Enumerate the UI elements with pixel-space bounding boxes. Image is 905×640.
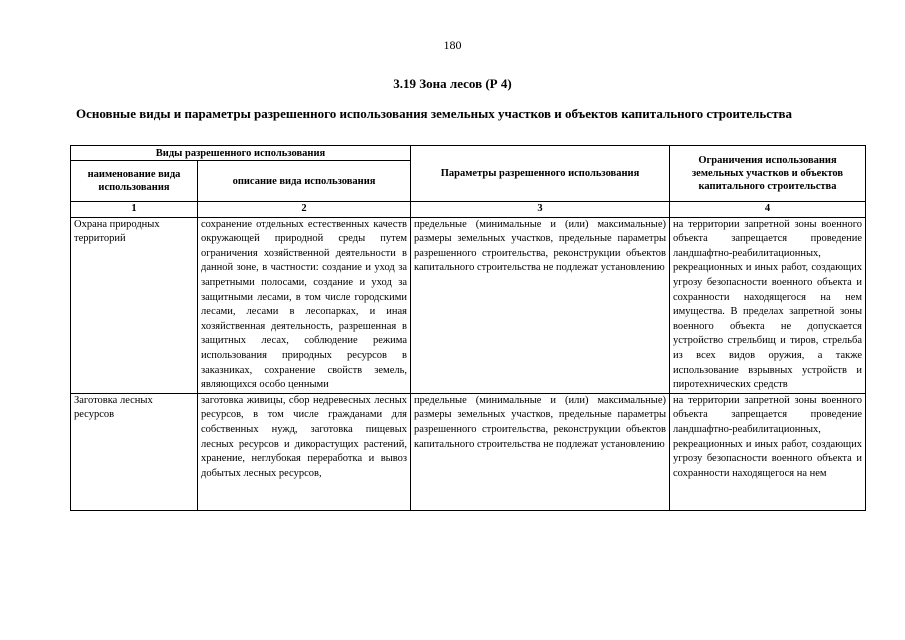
column-number: 2 bbox=[198, 202, 411, 218]
row-name: Заготовка лесных ресурсов bbox=[71, 393, 198, 510]
row-name: Охрана природных территорий bbox=[71, 217, 198, 393]
header-parameters: Параметры разрешенного использования bbox=[411, 146, 670, 202]
table-caption: Основные виды и параметры разрешенного использования земельных участков и объектов капитального строительства bbox=[76, 106, 792, 121]
row-parameters: предельные (минимальные и (или) максимальные) размеры земельных участков, предельные параметры разрешенного строительства, реконструкции объектов капитального строительства не подлежат установлению bbox=[411, 217, 670, 393]
row-description: заготовка живицы, сбор недревесных лесных ресурсов, в том числе гражданами для собственных нужд, заготовка пищевых лесных ресурсов и дикорастущих растений, хранение, неглубокая переработка и вывоз добытых лесных ресурсов, bbox=[198, 393, 411, 510]
table-row bbox=[71, 393, 866, 510]
column-number: 3 bbox=[411, 202, 670, 218]
row-restrictions: на территории запретной зоны военного объекта запрещается проведение ландшафтно-реабилитационных, рекреационных и иных работ, создающих угрозу безопасности военного объекта и сохранности находящегося на нем bbox=[670, 393, 866, 510]
permitted-use-table bbox=[70, 145, 866, 511]
header-restrictions: Ограничения использования земельных участков и объектов капитального строительства bbox=[670, 146, 866, 202]
row-restrictions: на территории запретной зоны военного объекта запрещается проведение ландшафтно-реабилитационных, рекреационных и иных работ, создающих угрозу безопасности военного объекта и сохранности находящегося на нем имущества. В пределах запретной зоны военного объекта не допускается устройство стрельбищ и тиров, стрельба из всех видов оружия, а также использование взрывных устройств и пиротехнических средств bbox=[670, 217, 866, 393]
header-name: наименование вида использования bbox=[71, 161, 198, 202]
column-number: 4 bbox=[670, 202, 866, 218]
column-number-row bbox=[71, 202, 866, 218]
header-row-group bbox=[71, 146, 866, 161]
row-parameters: предельные (минимальные и (или) максимальные) размеры земельных участков, предельные параметры разрешенного строительства, реконструкции объектов капитального строительства не подлежат установлению bbox=[411, 393, 670, 510]
table-row bbox=[71, 217, 866, 393]
section-title: 3.19 Зона лесов (Р 4) bbox=[393, 76, 512, 91]
header-description: описание вида использования bbox=[198, 161, 411, 202]
row-description: сохранение отдельных естественных качеств окружающей природной среды путем ограничения хозяйственной деятельности в данной зоне, в частности: создание и уход за запретными полосами, создание и уход за защитными лесами, в том числе городскими лесами, лесами в лесопарках, и иная хозяйственная деятельность, разрешенная в защитных лесах, соблюдение режима использования природных ресурсов в заказниках, сохранение свойств земель, являющихся особо ценными bbox=[198, 217, 411, 393]
page-number: 180 bbox=[443, 38, 462, 52]
column-number: 1 bbox=[71, 202, 198, 218]
header-permitted-use-group: Виды разрешенного использования bbox=[71, 146, 411, 161]
